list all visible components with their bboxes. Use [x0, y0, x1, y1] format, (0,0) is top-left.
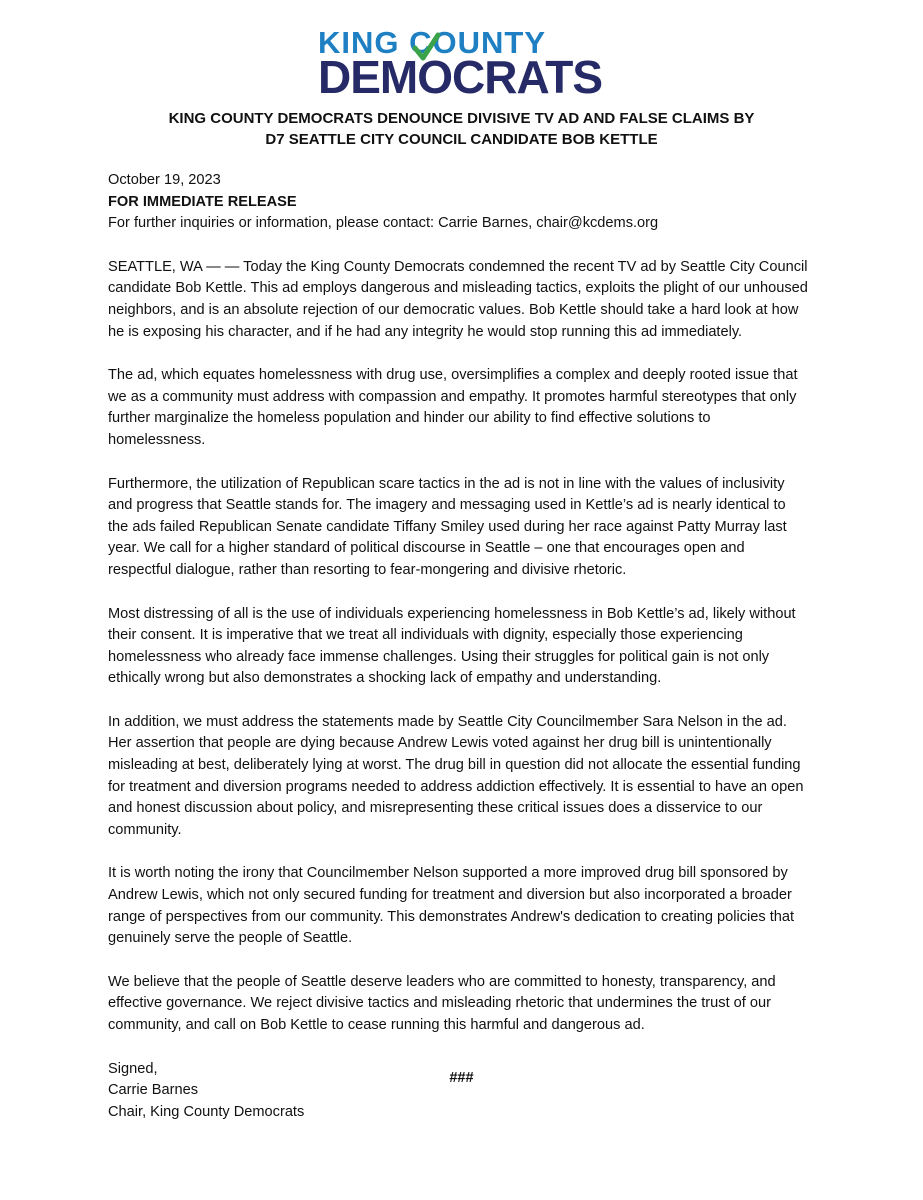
release-label: FOR IMMEDIATE RELEASE	[108, 193, 297, 210]
press-release-body	[108, 170, 808, 1123]
release-meta	[108, 170, 808, 235]
contact-info: For further inquiries or information, please contact: Carrie Barnes, chair@kcdems.org	[108, 215, 659, 232]
headline	[80, 108, 843, 150]
logo	[318, 25, 608, 103]
release-date: October 19, 2023	[108, 172, 221, 188]
paragraph-5: In addition, we must address the statements made by Seattle City Councilmember Sara Nelson in the ad. Her assertion that people are dying because Andrew Lewis voted against her drug bill is unintentionally misleading at best, deliberately lying at worst. The drug bill in question did not allocate the essential funding for treatment and diversion programs needed to address addiction effectively. It is essential to have an open and honest discussion about policy, and misrepresenting these critical issues does a disservice to our community.	[108, 713, 804, 838]
signer-name: Carrie Barnes	[108, 1082, 199, 1099]
signature-block	[108, 1059, 808, 1124]
signer-title: Chair, King County Democrats	[108, 1103, 305, 1120]
end-mark: ###	[449, 1070, 474, 1086]
paragraph-6: It is worth noting the irony that Councilmember Nelson supported a more improved drug bill sponsored by Andrew Lewis, which not only secured funding for treatment and diversion but also incorporated a broader range of perspectives from our community. This demonstrates Andrew's dedication to creating policies that genuinely serve the people of Seattle.	[108, 865, 795, 947]
headline-line2: D7 SEATTLE CITY COUNCIL CANDIDATE BOB KETTLE	[265, 131, 658, 148]
paragraph-3: Furthermore, the utilization of Republican scare tactics in the ad is not in line with the values of inclusivity and progress that Seattle stands for. The imagery and messaging used in Kettle’s ad is nearly identical to the ads failed Republican Senate candidate Tiffany Smiley used during her race against Patty Murray last year. We call for a higher standard of political discourse in Seattle – one that encourages open and respectful dialogue, rather than resorting to fear-mongering and divisive rhetoric.	[108, 475, 787, 578]
headline-line1: KING COUNTY DEMOCRATS DENOUNCE DIVISIVE TV AD AND FALSE CLAIMS BY	[168, 110, 755, 127]
logo-line2: DEMOCRATS	[318, 51, 603, 103]
paragraph-4: Most distressing of all is the use of individuals experiencing homelessness in Bob Kettle’s ad, likely without their consent. It is imperative that we treat all individuals with dignity, especially those experiencing homelessness who already face immense challenges. Using their struggles for political gain is not only ethically wrong but also demonstrates a shocking lack of empathy and understanding.	[108, 605, 796, 687]
paragraph-7: We believe that the people of Seattle deserve leaders who are committed to honesty, transparency, and effective governance. We reject divisive tactics and misleading rhetoric that undermines the trust of our community, and call on Bob Kettle to cease running this harmful and dangerous ad.	[108, 973, 776, 1033]
paragraph-1: SEATTLE, WA — — Today the King County Democrats condemned the recent TV ad by Seattle City Council candidate Bob Kettle. This ad employs dangerous and misleading tactics, exploits the plight of our unhoused neighbors, and is an absolute rejection of our democratic values. Bob Kettle should take a hard look at how he is exposing his character, and if he had any integrity he would stop running this ad immediately.	[108, 258, 808, 340]
logo-line1: KING COUNTY	[318, 25, 546, 60]
signed-label: Signed,	[108, 1060, 158, 1077]
paragraph-2: The ad, which equates homelessness with drug use, oversimplifies a complex and deeply rooted issue that we as a community must address with compassion and empathy. It promotes harmful stereotypes that only further marginalize the homeless population and hinder our ability to find effective solutions to homelessness.	[108, 367, 798, 448]
